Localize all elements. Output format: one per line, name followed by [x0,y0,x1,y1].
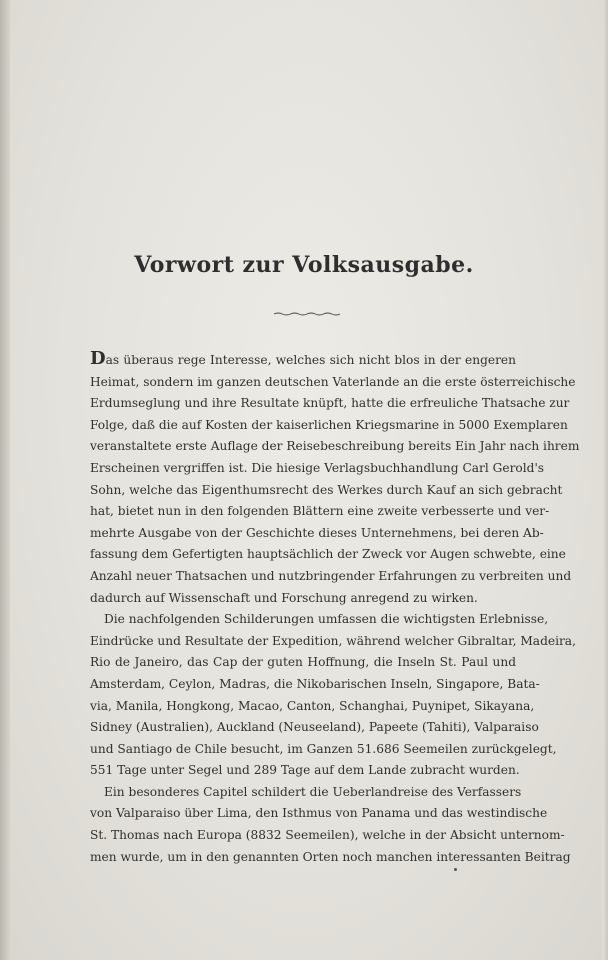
text-line: via, Manila, Hongkong, Macao, Canton, Schanghai, Puynipet, Sikayana, [90,698,535,713]
text-line: 551 Tage unter Segel und 289 Tage auf dem Lande zubracht wurden. [90,763,520,778]
text-line: mehrte Ausgabe von der Geschichte dieses Unternehmens, bei deren Ab- [90,525,544,540]
text-line: Sohn, welche das Eigenthumsrecht des Werkes durch Kauf an sich gebracht [90,482,563,497]
paragraph-2 [90,609,576,782]
page-spine-shadow [0,0,10,960]
text-line: Erdumseglung und ihre Resultate knüpft, hatte die erfreuliche Thatsache zur [90,396,570,411]
paragraph-3 [90,782,571,868]
text-line: fassung dem Gefertigten hauptsächlich der Zweck vor Augen schwebte, eine [90,547,566,562]
text-line: Folge, daß die auf Kosten der kaiserlichen Kriegsmarine in 5000 Exemplaren [90,417,568,432]
ornamental-rule [274,312,340,316]
text-line: Sidney (Australien), Auckland (Neuseeland), Papeete (Tahiti), Valparaiso [90,720,539,735]
text-line: Erscheinen vergriffen ist. Die hiesige Verlagsbuchhandlung Carl Gerold's [90,460,545,475]
text-line: Ein besonderes Capitel schildert die Ueberlandreise des Verfassers [104,784,522,799]
text-line: Heimat, sondern im ganzen deutschen Vaterlande an die erste österreichische [90,374,576,389]
text-line: Das überaus rege Interesse, welches sich nicht blos in der engeren [90,348,516,369]
ink-speck [454,868,457,871]
text-line: Die nachfolgenden Schilderungen umfassen die wichtigsten Erlebnisse, [104,612,549,627]
text-line: Amsterdam, Ceylon, Madras, die Nikobarischen Inseln, Singapore, Bata- [90,676,540,691]
text-line: St. Thomas nach Europa (8832 Seemeilen), welche in der Absicht unternom- [90,828,565,843]
text-line: dadurch auf Wissenschaft und Forschung anregend zu wirken. [90,590,478,605]
text-line: hat, bietet nun in den folgenden Blättern eine zweite verbesserte und ver- [90,504,550,519]
preface-text [90,348,580,868]
page-title: Vorwort zur Volksausgabe. [134,252,474,278]
text-line: Eindrücke und Resultate der Expedition, während welcher Gibraltar, Madeira, [90,633,576,648]
text-line: men wurde, um in den genannten Orten noch manchen interessanten Beitrag [90,849,571,864]
page-edge [602,0,608,960]
text-line: veranstaltete erste Auflage der Reisebeschreibung bereits Ein Jahr nach ihrem [90,439,580,454]
text-line: Rio de Janeiro, das Cap der guten Hoffnung, die Inseln St. Paul und [90,655,516,670]
text-line: Anzahl neuer Thatsachen und nutzbringender Erfahrungen zu verbreiten und [90,568,572,583]
text-line: und Santiago de Chile besucht, im Ganzen 51.686 Seemeilen zurückgelegt, [90,741,557,756]
paragraph-1 [90,348,580,609]
text-line: von Valparaiso über Lima, den Isthmus von Panama und das westindische [90,806,548,821]
initial-letter: D [90,348,106,369]
